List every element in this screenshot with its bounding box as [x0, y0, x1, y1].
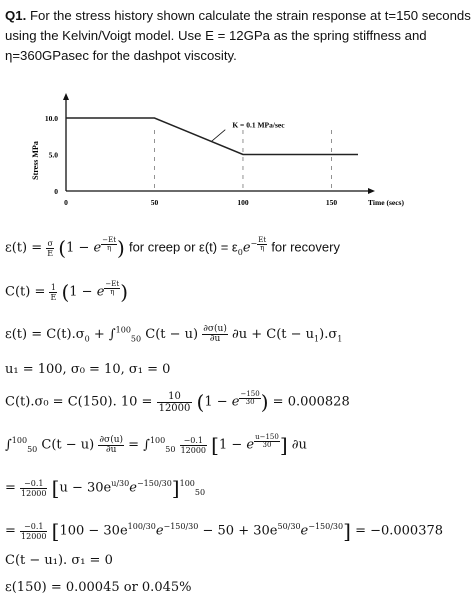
y-tick-label: 5.0 — [48, 150, 58, 160]
x-axis-label: Time (secs) — [368, 198, 404, 207]
x-tick-label: 0 — [64, 198, 68, 207]
eq-recovery-text: for recovery — [271, 239, 340, 255]
eq-creep-text: for creep or ε(t) = ε — [128, 239, 238, 255]
y-tick-label: 0 — [54, 187, 58, 196]
x-axis-arrow — [368, 188, 375, 194]
eq-first-term: C(t).σ₀ = C(150). 10 = $\frac{10}{12000}$ (1 − e $^{\frac{-150}{30}}$ ) = 0.000828 — [5, 389, 350, 414]
y-axis-label: Stress MPa — [31, 141, 40, 180]
slope-annotation: K = 0.1 MPa/sec — [232, 120, 285, 130]
question-text: For the stress history shown calculate the strain response at t=150 seconds using the Kelvin/Voigt model. Use E = 12GPa as the spring stiffness and η=360GPasec for the dashpot viscosity. — [5, 8, 471, 63]
x-tick-label: 100 — [237, 198, 249, 207]
eq-integral-eval: = $\frac{-0.1}{12000}$ $[u - 30e^{u/30}e^{-150/30}]^{100}_{50}$ — [5, 476, 206, 500]
question-paragraph — [5, 6, 471, 66]
eq-kelvin-strain: ε(t) = $\frac{\sigma}{E}$ (1 − e $^{\frac{-Et}{\eta}}$ ) for creep or $\varepsilon(t) = \varepsilon_0e^{- \frac{Et}{\eta}}$ for recovery — [5, 235, 340, 260]
annotation-leader — [212, 130, 226, 142]
question-label: Q1. — [5, 8, 27, 23]
eq-boltzmann: $\varepsilon(t) = C(t).\sigma_0 + \int^{100}_{50}$ C(t − u) $\frac{\partial\sigma(u)}{\partial u}$ $\partial u + C(t - u_1).\sigma_1$ — [5, 324, 343, 344]
eq-integral-setup: ∫$^{100}_{50}$ C(t − u) $\frac{\partial\sigma(u)}{\partial u}$ = ∫$^{100}_{50}$ $\frac{-0.1}{12000}$ [1 − e $^{\frac{u-150}{30}}$ ] ∂u — [5, 432, 307, 457]
x-tick-label: 50 — [150, 198, 159, 207]
y-axis-arrow — [63, 93, 69, 100]
stress-line — [66, 118, 358, 155]
eq-integral-result: = $\frac{-0.1}{12000}$ $[100 - 30e^{100/30}e^{-150/30} - 50 + 30e^{50/30}e^{-150/30}] = -0.000378$ — [5, 519, 444, 543]
eq-integral-value: = −0.000378 — [355, 523, 444, 539]
eq-first-term-result: = 0.000828 — [272, 394, 350, 410]
x-tick-label: 150 — [325, 198, 338, 207]
eq-given-values: u₁ = 100, σ₀ = 10, σ₁ = 0 — [5, 362, 171, 377]
y-tick-label: 10.0 — [44, 114, 58, 123]
stress-history-chart — [0, 90, 474, 215]
eq-final-strain: ε(150) = 0.00045 or 0.045% — [5, 580, 192, 595]
eq-third-term: C(t − u₁). σ₁ = 0 — [5, 553, 113, 568]
eq-creep-compliance: C(t) = $\frac{1}{E}$ (1 − e $^{\frac{-Et}{\eta}}$ ) — [5, 279, 129, 304]
